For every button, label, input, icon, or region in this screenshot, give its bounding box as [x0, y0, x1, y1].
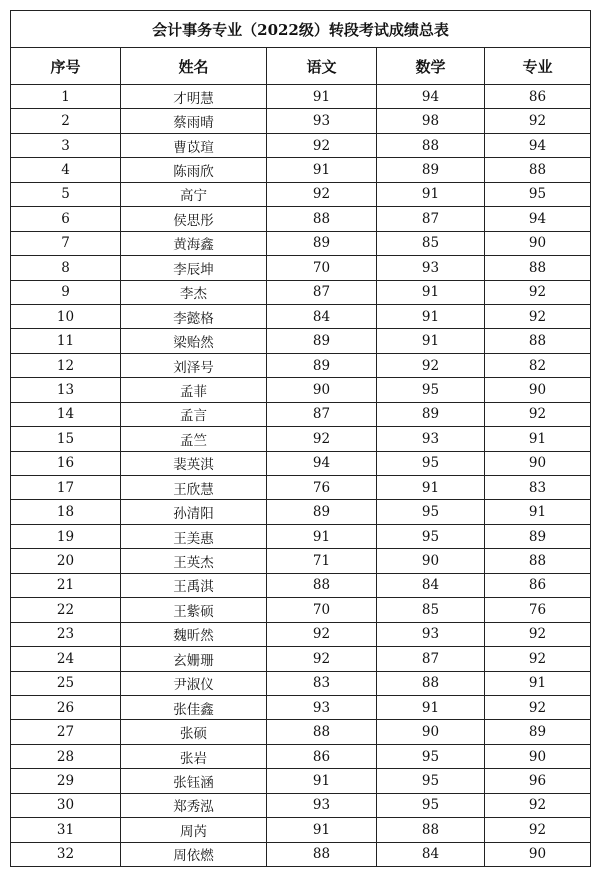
- student-name-cell: 王禹淇: [121, 573, 267, 597]
- chinese-score-cell: 87: [267, 402, 377, 426]
- major-score-cell: 92: [485, 304, 591, 328]
- major-score-cell: 82: [485, 353, 591, 377]
- math-score-cell: 85: [377, 231, 485, 255]
- student-name-cell: 李辰坤: [121, 256, 267, 280]
- table-row: [11, 280, 591, 304]
- row-number-cell: 30: [11, 793, 121, 817]
- table-row: [11, 695, 591, 719]
- major-score-cell: 92: [485, 647, 591, 671]
- student-name-cell: 王英杰: [121, 549, 267, 573]
- major-score-cell: 92: [485, 402, 591, 426]
- row-number-cell: 27: [11, 720, 121, 744]
- student-name-cell: 陈雨欣: [121, 158, 267, 182]
- math-score-cell: 93: [377, 256, 485, 280]
- chinese-score-cell: 89: [267, 231, 377, 255]
- chinese-score-cell: 92: [267, 622, 377, 646]
- row-number-cell: 9: [11, 280, 121, 304]
- row-number-cell: 13: [11, 378, 121, 402]
- chinese-score-cell: 91: [267, 769, 377, 793]
- table-row: [11, 182, 591, 206]
- student-name-cell: 曹苡瑄: [121, 133, 267, 157]
- student-name-cell: 梁贻然: [121, 329, 267, 353]
- math-score-cell: 95: [377, 500, 485, 524]
- row-number-cell: 6: [11, 207, 121, 231]
- math-score-cell: 98: [377, 109, 485, 133]
- math-score-cell: 87: [377, 207, 485, 231]
- row-number-cell: 3: [11, 133, 121, 157]
- math-score-cell: 88: [377, 133, 485, 157]
- table-row: [11, 304, 591, 328]
- student-name-cell: 蔡雨晴: [121, 109, 267, 133]
- row-number-cell: 25: [11, 671, 121, 695]
- major-score-cell: 90: [485, 744, 591, 768]
- major-score-cell: 90: [485, 231, 591, 255]
- math-score-cell: 92: [377, 353, 485, 377]
- row-number-cell: 10: [11, 304, 121, 328]
- row-number-cell: 24: [11, 647, 121, 671]
- row-number-cell: 7: [11, 231, 121, 255]
- student-name-cell: 郑秀泓: [121, 793, 267, 817]
- math-score-cell: 91: [377, 280, 485, 304]
- title-row: [11, 11, 591, 48]
- math-score-cell: 91: [377, 329, 485, 353]
- table-row: [11, 427, 591, 451]
- major-score-cell: 89: [485, 720, 591, 744]
- chinese-score-cell: 87: [267, 280, 377, 304]
- major-score-cell: 94: [485, 207, 591, 231]
- chinese-score-cell: 89: [267, 329, 377, 353]
- student-name-cell: 王美惠: [121, 524, 267, 548]
- math-score-cell: 87: [377, 647, 485, 671]
- chinese-score-cell: 89: [267, 353, 377, 377]
- row-number-cell: 14: [11, 402, 121, 426]
- chinese-score-cell: 76: [267, 476, 377, 500]
- table-row: [11, 769, 591, 793]
- table-row: [11, 85, 591, 109]
- math-score-cell: 95: [377, 744, 485, 768]
- column-header-math: 数学: [377, 48, 485, 85]
- student-name-cell: 才明慧: [121, 85, 267, 109]
- chinese-score-cell: 94: [267, 451, 377, 475]
- math-score-cell: 95: [377, 378, 485, 402]
- row-number-cell: 29: [11, 769, 121, 793]
- math-score-cell: 93: [377, 622, 485, 646]
- chinese-score-cell: 93: [267, 793, 377, 817]
- row-number-cell: 18: [11, 500, 121, 524]
- row-number-cell: 4: [11, 158, 121, 182]
- row-number-cell: 21: [11, 573, 121, 597]
- math-score-cell: 84: [377, 573, 485, 597]
- major-score-cell: 91: [485, 500, 591, 524]
- student-name-cell: 裴英淇: [121, 451, 267, 475]
- table-row: [11, 744, 591, 768]
- major-score-cell: 88: [485, 158, 591, 182]
- table-row: [11, 109, 591, 133]
- student-name-cell: 王紫硕: [121, 598, 267, 622]
- math-score-cell: 93: [377, 427, 485, 451]
- row-number-cell: 31: [11, 818, 121, 842]
- chinese-score-cell: 86: [267, 744, 377, 768]
- row-number-cell: 17: [11, 476, 121, 500]
- table-title: 会计事务专业（2022级）转段考试成绩总表: [11, 11, 591, 48]
- row-number-cell: 16: [11, 451, 121, 475]
- major-score-cell: 92: [485, 622, 591, 646]
- math-score-cell: 90: [377, 549, 485, 573]
- chinese-score-cell: 92: [267, 427, 377, 451]
- row-number-cell: 19: [11, 524, 121, 548]
- student-name-cell: 王欣慧: [121, 476, 267, 500]
- table-row: [11, 451, 591, 475]
- student-name-cell: 刘泽号: [121, 353, 267, 377]
- chinese-score-cell: 91: [267, 524, 377, 548]
- math-score-cell: 95: [377, 451, 485, 475]
- major-score-cell: 92: [485, 280, 591, 304]
- student-name-cell: 黄海鑫: [121, 231, 267, 255]
- chinese-score-cell: 70: [267, 598, 377, 622]
- student-name-cell: 孟菲: [121, 378, 267, 402]
- student-name-cell: 玄姗珊: [121, 647, 267, 671]
- major-score-cell: 92: [485, 793, 591, 817]
- student-name-cell: 周依燃: [121, 842, 267, 866]
- table-row: [11, 720, 591, 744]
- table-row: [11, 842, 591, 866]
- table-row: [11, 231, 591, 255]
- major-score-cell: 88: [485, 329, 591, 353]
- major-score-cell: 92: [485, 695, 591, 719]
- column-header-major: 专业: [485, 48, 591, 85]
- row-number-cell: 20: [11, 549, 121, 573]
- student-name-cell: 孙清阳: [121, 500, 267, 524]
- chinese-score-cell: 84: [267, 304, 377, 328]
- row-number-cell: 5: [11, 182, 121, 206]
- chinese-score-cell: 91: [267, 85, 377, 109]
- chinese-score-cell: 93: [267, 695, 377, 719]
- row-number-cell: 12: [11, 353, 121, 377]
- chinese-score-cell: 91: [267, 158, 377, 182]
- chinese-score-cell: 91: [267, 818, 377, 842]
- major-score-cell: 86: [485, 85, 591, 109]
- table-row: [11, 378, 591, 402]
- math-score-cell: 88: [377, 671, 485, 695]
- math-score-cell: 90: [377, 720, 485, 744]
- major-score-cell: 91: [485, 427, 591, 451]
- table-row: [11, 647, 591, 671]
- math-score-cell: 85: [377, 598, 485, 622]
- table-row: [11, 133, 591, 157]
- major-score-cell: 88: [485, 256, 591, 280]
- student-name-cell: 魏昕然: [121, 622, 267, 646]
- math-score-cell: 91: [377, 476, 485, 500]
- major-score-cell: 83: [485, 476, 591, 500]
- major-score-cell: 90: [485, 378, 591, 402]
- table-row: [11, 818, 591, 842]
- row-number-cell: 8: [11, 256, 121, 280]
- math-score-cell: 95: [377, 769, 485, 793]
- table-row: [11, 793, 591, 817]
- row-number-cell: 1: [11, 85, 121, 109]
- major-score-cell: 89: [485, 524, 591, 548]
- major-score-cell: 91: [485, 671, 591, 695]
- row-number-cell: 23: [11, 622, 121, 646]
- table-row: [11, 573, 591, 597]
- major-score-cell: 92: [485, 109, 591, 133]
- column-header-number: 序号: [11, 48, 121, 85]
- chinese-score-cell: 93: [267, 109, 377, 133]
- math-score-cell: 95: [377, 793, 485, 817]
- row-number-cell: 26: [11, 695, 121, 719]
- row-number-cell: 2: [11, 109, 121, 133]
- chinese-score-cell: 71: [267, 549, 377, 573]
- student-name-cell: 李杰: [121, 280, 267, 304]
- student-name-cell: 高宁: [121, 182, 267, 206]
- table-row: [11, 476, 591, 500]
- student-name-cell: 侯思彤: [121, 207, 267, 231]
- table-row: [11, 671, 591, 695]
- major-score-cell: 88: [485, 549, 591, 573]
- math-score-cell: 88: [377, 818, 485, 842]
- major-score-cell: 92: [485, 818, 591, 842]
- major-score-cell: 95: [485, 182, 591, 206]
- table-row: [11, 329, 591, 353]
- math-score-cell: 89: [377, 402, 485, 426]
- table-row: [11, 158, 591, 182]
- major-score-cell: 86: [485, 573, 591, 597]
- student-name-cell: 张佳鑫: [121, 695, 267, 719]
- table-row: [11, 598, 591, 622]
- table-row: [11, 622, 591, 646]
- major-score-cell: 94: [485, 133, 591, 157]
- column-header-chinese: 语文: [267, 48, 377, 85]
- major-score-cell: 90: [485, 451, 591, 475]
- major-score-cell: 76: [485, 598, 591, 622]
- score-table: [10, 10, 591, 867]
- table-row: [11, 256, 591, 280]
- student-name-cell: 张岩: [121, 744, 267, 768]
- chinese-score-cell: 89: [267, 500, 377, 524]
- chinese-score-cell: 83: [267, 671, 377, 695]
- chinese-score-cell: 90: [267, 378, 377, 402]
- student-name-cell: 周芮: [121, 818, 267, 842]
- row-number-cell: 11: [11, 329, 121, 353]
- table-row: [11, 524, 591, 548]
- chinese-score-cell: 88: [267, 842, 377, 866]
- chinese-score-cell: 88: [267, 207, 377, 231]
- student-name-cell: 张钰涵: [121, 769, 267, 793]
- chinese-score-cell: 92: [267, 182, 377, 206]
- math-score-cell: 84: [377, 842, 485, 866]
- row-number-cell: 28: [11, 744, 121, 768]
- row-number-cell: 15: [11, 427, 121, 451]
- column-header-name: 姓名: [121, 48, 267, 85]
- major-score-cell: 90: [485, 842, 591, 866]
- row-number-cell: 32: [11, 842, 121, 866]
- math-score-cell: 94: [377, 85, 485, 109]
- chinese-score-cell: 88: [267, 720, 377, 744]
- student-name-cell: 张硕: [121, 720, 267, 744]
- chinese-score-cell: 92: [267, 647, 377, 671]
- chinese-score-cell: 70: [267, 256, 377, 280]
- table-row: [11, 353, 591, 377]
- chinese-score-cell: 92: [267, 133, 377, 157]
- table-row: [11, 500, 591, 524]
- major-score-cell: 96: [485, 769, 591, 793]
- chinese-score-cell: 88: [267, 573, 377, 597]
- math-score-cell: 89: [377, 158, 485, 182]
- row-number-cell: 22: [11, 598, 121, 622]
- table-row: [11, 207, 591, 231]
- table-row: [11, 402, 591, 426]
- student-name-cell: 孟言: [121, 402, 267, 426]
- student-name-cell: 尹淑仪: [121, 671, 267, 695]
- table-body: [11, 85, 591, 867]
- student-name-cell: 孟竺: [121, 427, 267, 451]
- student-name-cell: 李懿格: [121, 304, 267, 328]
- math-score-cell: 91: [377, 304, 485, 328]
- math-score-cell: 91: [377, 182, 485, 206]
- math-score-cell: 95: [377, 524, 485, 548]
- table-row: [11, 549, 591, 573]
- math-score-cell: 91: [377, 695, 485, 719]
- header-row: [11, 48, 591, 85]
